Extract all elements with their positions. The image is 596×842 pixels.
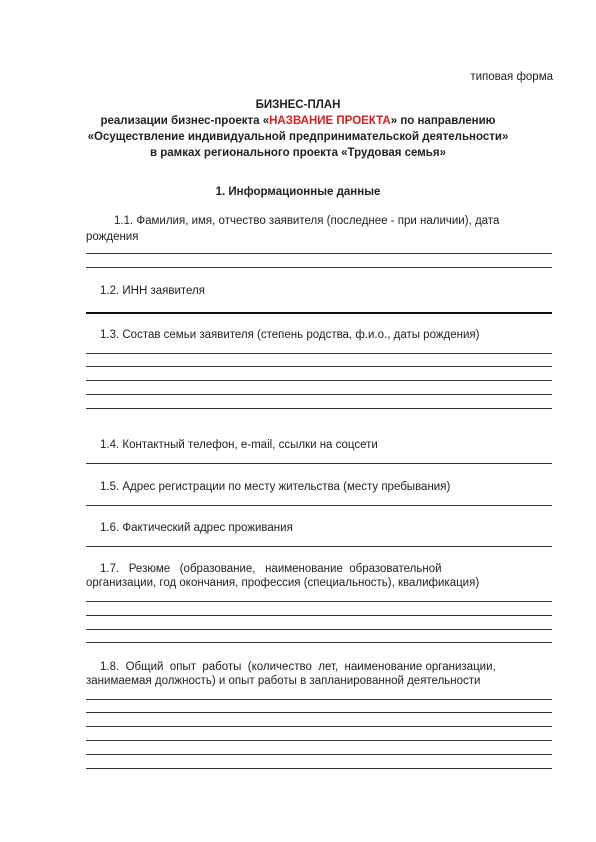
fill-line-1-3-b[interactable]: [86, 366, 552, 367]
fill-line-1-3-d[interactable]: [86, 394, 552, 395]
fill-line-1-8-d[interactable]: [86, 740, 552, 741]
fill-line-1-7-b[interactable]: [86, 615, 552, 616]
fill-line-1-8-e[interactable]: [86, 754, 552, 755]
title-line-2-prefix: реализации бизнес-проекта «: [100, 115, 270, 127]
fill-line-1-1-b[interactable]: [86, 267, 552, 268]
item-1-7-text-b: организации, год окончания, профессия (специальность), квалификация): [86, 577, 480, 589]
title-line-4: в рамках регионального проекта «Трудовая семья»: [150, 147, 446, 159]
fill-line-1-3-a[interactable]: [86, 353, 552, 354]
fill-line-1-2[interactable]: [86, 312, 552, 314]
fill-line-1-8-f[interactable]: [86, 768, 552, 769]
item-1-3-text: 1.3. Состав семьи заявителя (степень родства, ф.и.о., даты рождения): [100, 329, 480, 341]
fill-line-1-3-e[interactable]: [86, 408, 552, 409]
fill-line-1-1-a[interactable]: [86, 253, 552, 254]
fill-line-1-8-b[interactable]: [86, 712, 552, 713]
fill-line-1-8-c[interactable]: [86, 726, 552, 727]
fill-line-1-7-a[interactable]: [86, 601, 552, 602]
fill-line-1-4[interactable]: [86, 463, 552, 464]
fill-line-1-6[interactable]: [86, 546, 552, 547]
title-line-2-suffix: » по направлению: [390, 115, 496, 127]
fill-line-1-5[interactable]: [86, 505, 552, 506]
item-1-2-text: 1.2. ИНН заявителя: [100, 285, 205, 297]
title-line-1: БИЗНЕС-ПЛАН: [255, 99, 341, 111]
item-1-8-text-b: занимаемая должность) и опыт работы в запланированной деятельности: [86, 675, 481, 687]
item-1-5-text: 1.5. Адрес регистрации по месту жительства (месту пребывания): [100, 481, 451, 493]
fill-line-1-7-c[interactable]: [86, 629, 552, 630]
item-1-6-text: 1.6. Фактический адрес проживания: [100, 522, 293, 534]
section-heading: 1. Информационные данные: [215, 186, 381, 198]
item-1-1-text-a: 1.1. Фамилия, имя, отчество заявителя (последнее - при наличии), дата: [114, 215, 500, 227]
document-title: [0, 97, 596, 161]
fill-line-1-7-d[interactable]: [86, 642, 552, 643]
form-type-label: типовая форма: [470, 71, 553, 83]
item-1-8-text-a: 1.8. Общий опыт работы (количество лет, наименование организации,: [100, 661, 496, 673]
project-name-placeholder: НАЗВАНИЕ ПРОЕКТА: [269, 115, 391, 127]
item-1-4-text: 1.4. Контактный телефон, e-mail, ссылки на соцсети: [100, 439, 378, 451]
fill-line-1-3-c[interactable]: [86, 380, 552, 381]
title-line-2: [0, 113, 596, 129]
item-1-7-text-a: 1.7. Резюме (образование, наименование образовательной: [100, 563, 442, 575]
title-line-3: «Осуществление индивидуальной предпринимательской деятельности»: [87, 131, 509, 143]
item-1-1-text-b: рождения: [86, 231, 139, 243]
fill-line-1-8-a[interactable]: [86, 699, 552, 700]
